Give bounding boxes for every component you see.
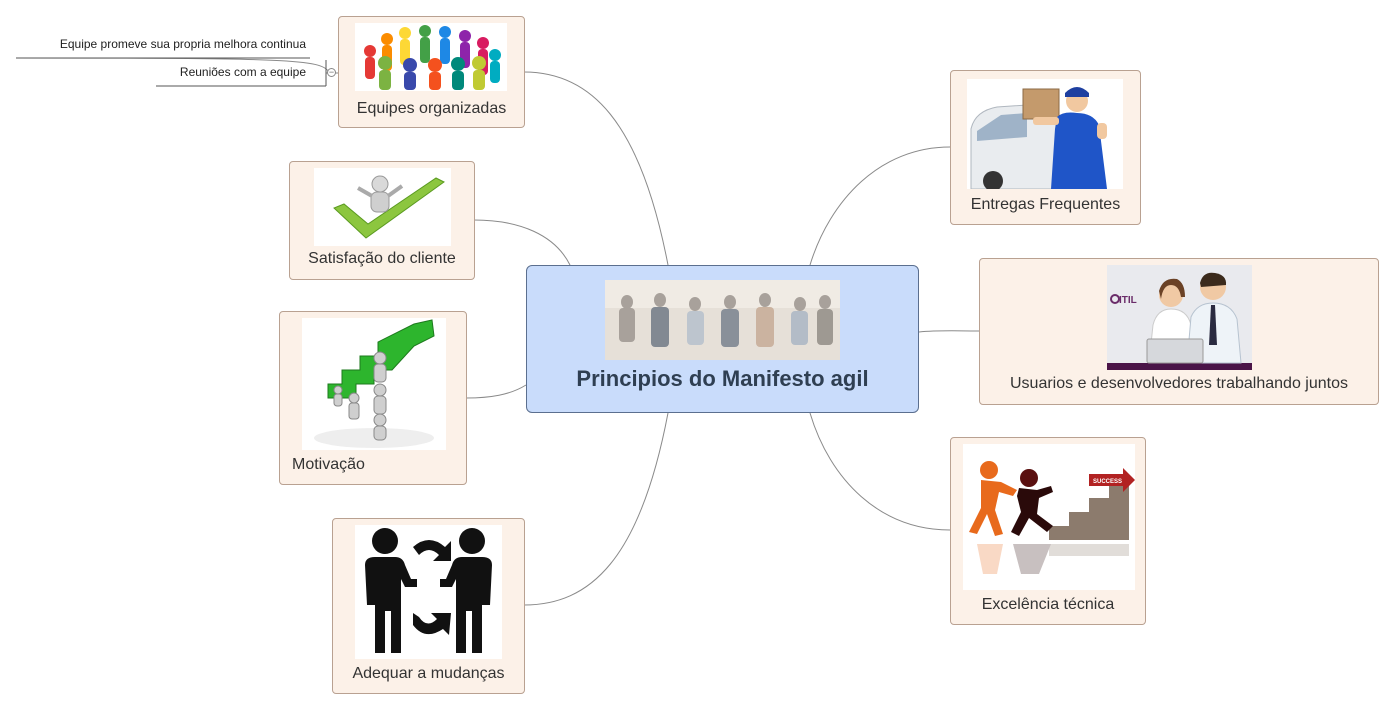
topic-label: Excelência técnica <box>981 596 1115 613</box>
team-circle-figures-image <box>355 23 507 91</box>
subtopic-label: Equipe promeve sua propria melhora continua <box>59 37 306 51</box>
topic-adequar-mudancas[interactable] <box>332 518 525 694</box>
figures-lifting-arrow-image <box>302 318 446 450</box>
topic-label: Adequar a mudanças <box>352 665 505 682</box>
topic-label: Entregas Frequentes <box>970 196 1121 213</box>
topic-satisfacao-cliente[interactable] <box>289 161 475 280</box>
link-motivacao <box>466 385 526 398</box>
svg-text:SUCCESS: SUCCESS <box>1093 479 1123 485</box>
people-exchange-image <box>355 525 502 659</box>
subtopic-melhora-continua[interactable] <box>16 37 326 55</box>
topic-equipes-organizadas[interactable] <box>338 16 525 128</box>
topic-label: Equipes organizadas <box>356 100 507 117</box>
topic-entregas-frequentes[interactable] <box>950 70 1141 225</box>
delivery-man-image <box>967 79 1123 189</box>
central-topic[interactable] <box>526 265 919 413</box>
checkmark-figure-image <box>314 168 451 246</box>
link-adequar <box>524 413 668 605</box>
topic-label: Usuarios e desenvolvedores trabalhando juntos <box>1010 375 1348 392</box>
topic-usuarios-desenvolvedores[interactable] <box>979 258 1379 405</box>
itil-office-people-image <box>1107 265 1252 370</box>
success-stairs-image <box>963 444 1135 590</box>
link-satisfacao <box>474 220 570 265</box>
svg-text:ITIL: ITIL <box>1119 295 1137 306</box>
link-excelencia <box>810 413 950 530</box>
topic-label: Satisfação do cliente <box>308 250 456 267</box>
subtopic-reunioes[interactable] <box>156 65 326 83</box>
team-photo-image <box>605 280 840 360</box>
link-usuarios <box>919 331 979 332</box>
topic-excelencia-tecnica[interactable] <box>950 437 1146 625</box>
link-entregas <box>810 147 950 265</box>
topic-label: Motivação <box>292 456 365 473</box>
link-equipes <box>524 72 668 265</box>
central-topic-label: Principios do Manifesto agil <box>576 366 869 391</box>
topic-motivacao[interactable] <box>279 311 467 485</box>
collapse-toggle-icon[interactable]: − <box>328 67 335 77</box>
subtopic-label: Reuniões com a equipe <box>179 65 306 79</box>
